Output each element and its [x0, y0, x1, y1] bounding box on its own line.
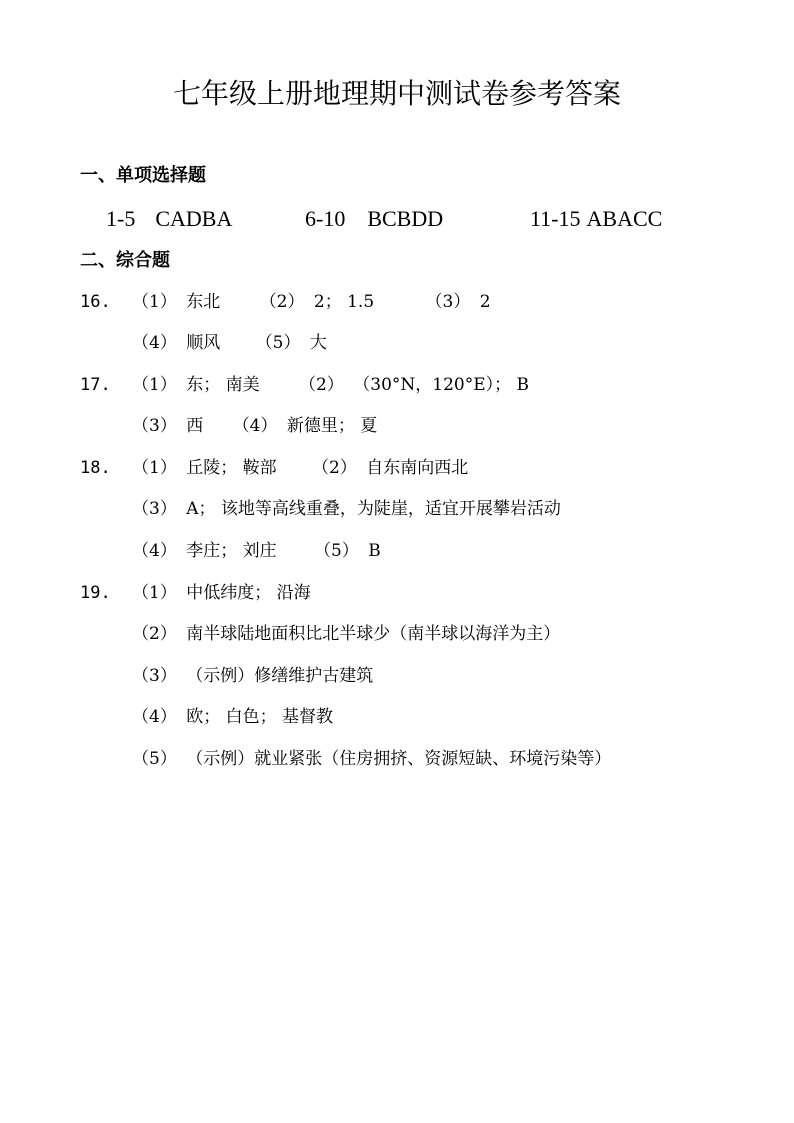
- part-label: （4）: [232, 416, 278, 436]
- mc-range: 1-5: [106, 206, 136, 231]
- part-label: （5）: [255, 333, 301, 353]
- part-label: （2）: [132, 624, 177, 644]
- part-label: （4）: [132, 333, 177, 353]
- answer-text: 东； 南美: [186, 375, 260, 395]
- question-number-19: 19.: [80, 583, 111, 603]
- part-label: （2）: [259, 292, 305, 312]
- answer-text: 2: [479, 292, 491, 312]
- part-label: （1）: [132, 292, 177, 312]
- answer-text: 中低纬度； 沿海: [186, 583, 311, 603]
- q16-line-1: [132, 289, 491, 315]
- mc-group-1: [106, 205, 232, 233]
- part-label: （1）: [132, 375, 177, 395]
- part-label: （2）: [312, 458, 357, 478]
- answer-text: 新德里； 夏: [286, 416, 378, 436]
- part-label: （3）: [132, 416, 177, 436]
- answer-text: A； 该地等高线重叠，为陡崖，适宜开展攀岩活动: [186, 499, 561, 519]
- question-number-17: 17.: [80, 375, 111, 395]
- q16-line-2: [132, 330, 327, 356]
- q17-line-2: [132, 413, 377, 439]
- answer-text: （示例）就业紧张（住房拥挤、资源短缺、环境污染等）: [186, 749, 612, 769]
- answer-text: 自东南向西北: [366, 458, 469, 478]
- answer-text: （30°N，120°E）； B: [353, 375, 530, 395]
- mc-range: 6-10: [305, 206, 346, 231]
- answer-text: 东北: [186, 292, 221, 312]
- part-label: （3）: [425, 292, 471, 312]
- answer-text: 南半球陆地面积比北半球少（南半球以海洋为主）: [186, 624, 561, 644]
- q18-line-1: [132, 455, 468, 481]
- part-label: （3）: [132, 499, 177, 519]
- mc-answers: CADBA: [155, 206, 233, 231]
- q17-line-1: [132, 372, 529, 398]
- part-label: （5）: [132, 749, 177, 769]
- q19-line-1: [132, 580, 311, 606]
- answer-text: 顺风: [186, 333, 221, 353]
- answer-text: 大: [309, 333, 327, 353]
- answer-text: 西: [186, 416, 204, 436]
- q19-line-2: [132, 621, 560, 647]
- part-label: （3）: [132, 666, 177, 686]
- answer-text: 丘陵； 鞍部: [186, 458, 277, 478]
- part-label: （1）: [132, 458, 177, 478]
- mc-group-2: [305, 205, 443, 233]
- mc-group-3: [530, 205, 662, 233]
- question-number-16: 16.: [80, 292, 111, 312]
- part-label: （4）: [132, 707, 177, 727]
- section-heading-multiple-choice: 一、单项选择题: [80, 165, 206, 186]
- question-number-18: 18.: [80, 458, 111, 478]
- part-label: （2）: [299, 375, 344, 395]
- answer-text: （示例）修缮维护古建筑: [186, 666, 374, 686]
- page-title: 七年级上册地理期中测试卷参考答案: [172, 77, 621, 110]
- part-label: （5）: [314, 541, 359, 561]
- q19-line-3: [132, 663, 373, 689]
- q18-line-2: [132, 496, 561, 522]
- answer-text: 2； 1.5: [313, 292, 375, 312]
- answer-text: 李庄； 刘庄: [186, 541, 277, 561]
- answer-text: 欧； 白色； 基督教: [186, 707, 334, 727]
- q19-line-5: [132, 746, 611, 772]
- mc-answers: ABACC: [586, 206, 663, 231]
- answer-text: B: [368, 541, 381, 561]
- part-label: （1）: [132, 583, 177, 603]
- section-heading-comprehensive: 二、综合题: [80, 250, 170, 271]
- q18-line-3: [132, 538, 381, 564]
- mc-range: 11-15: [530, 206, 581, 231]
- part-label: （4）: [132, 541, 177, 561]
- mc-answers: BCBDD: [367, 206, 444, 231]
- q19-line-4: [132, 704, 333, 730]
